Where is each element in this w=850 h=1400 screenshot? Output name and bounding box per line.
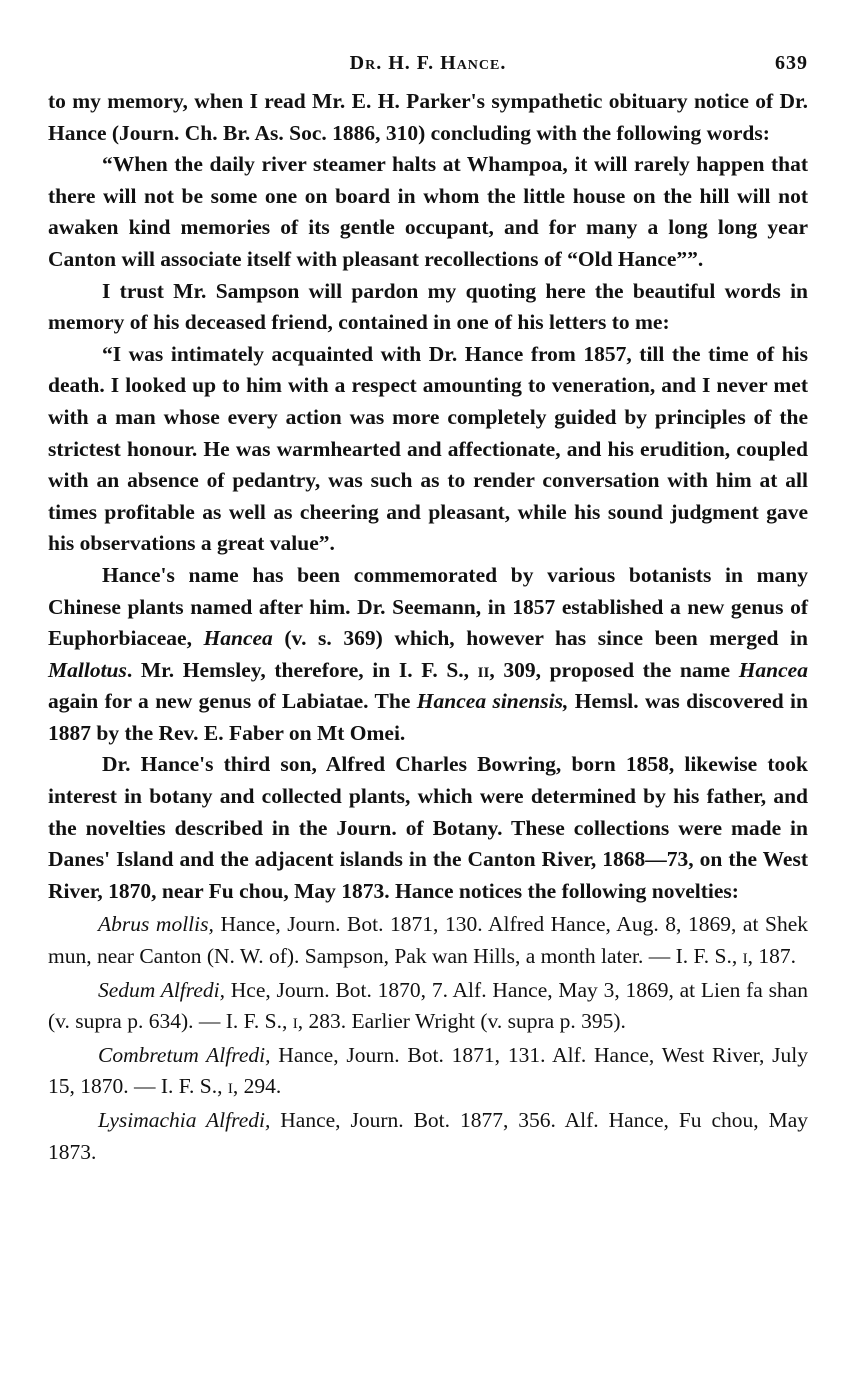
species-entry xyxy=(48,1040,808,1103)
species-entry xyxy=(48,909,808,972)
paragraph-commemoration xyxy=(48,560,808,750)
entry-text: Hance, Journ. Bot. 1871, 130. Alfred Hance, Aug. 8, 1869, at Shek mun, near Canton (N. W. of). Sampson, Pak wan Hills, a month later. — I. F. S., xyxy=(48,912,808,969)
body-text xyxy=(48,86,808,1168)
genus-name: Hancea xyxy=(203,626,273,651)
species-name: Hancea sinensis, xyxy=(416,689,569,714)
text-run: Hance's name has been commemorated by various botanists in many Chinese plants named after him. Dr. Seemann, in 1857 established a new genus of Euphorbiaceae, xyxy=(48,562,808,651)
paragraph-third-son: Dr. Hance's third son, Alfred Charles Bowring, born 1858, likewise took interest in botany and collected plants, which were determined by his father, and the novelties described in the Journ. of Botany. These collections were made in Danes' Island and the adjacent islands in the Canton River, 1868—73, on the West River, 1870, near Fu chou, May 1873. Hance notices the following novelties: xyxy=(48,752,808,903)
volume-numeral: ii xyxy=(477,657,490,682)
running-title: Dr. H. F. Hance. xyxy=(349,52,507,74)
text-run: again for a new genus of Labiatae. The xyxy=(48,689,417,714)
entry-text: Hance, Journ. Bot. 1877, 356. Alf. Hance, Fu chou, May 1873. xyxy=(48,1108,808,1164)
species-name: Sedum Alfredi, xyxy=(98,977,225,1002)
volume-numeral: i xyxy=(742,944,748,969)
document-page xyxy=(48,52,808,1168)
page-number: 639 xyxy=(775,52,808,74)
entry-text: Hance, Journ. Bot. 1871, 131. Alf. Hance, West River, July 15, 1870. — I. F. S., xyxy=(48,1042,808,1099)
genus-name: Mallotus xyxy=(48,657,127,682)
paragraph-sampson-intro: I trust Mr. Sampson will pardon my quoting here the beautiful words in memory of his deceased friend, contained in one of his letters to me: xyxy=(48,278,808,335)
page-header xyxy=(48,52,808,86)
text-run: . Mr. Hemsley, therefore, in I. F. S., xyxy=(126,657,478,682)
paragraph-continuation: to my memory, when I read Mr. E. H. Parker's sympathetic obituary notice of Dr. Hance (Journ. Ch. Br. As. Soc. 1886, 310) concluding with the following words: xyxy=(48,89,808,145)
species-name: Lysimachia Alfredi, xyxy=(98,1108,271,1132)
paragraph-parker-quote: “When the daily river steamer halts at Whampoa, it will rarely happen that there will not be some one on board in whom the little house on the hill will not awaken kind memories of its gentle occupant, and for many a long long year Canton will associate itself with pleasant recollections of “Old Hance””. xyxy=(48,152,808,271)
entry-text: , 283. Earlier Wright (v. supra p. 395). xyxy=(297,1009,626,1034)
species-entry xyxy=(48,975,808,1038)
paragraph-sampson-quote: “I was intimately acquainted with Dr. Hance from 1857, till the time of his death. I looked up to him with a respect amounting to veneration, and I never met with a man whose every action was more completely guided by principles of the strictest honour. He was warmhearted and affectionate, and his erudition, coupled with an absence of pedantry, was such as to render conversation with him at all times profitable as well as cheering and pleasant, while his sound judgment gave his observations a great value”. xyxy=(48,341,808,556)
entry-text: , 294. xyxy=(232,1074,282,1099)
text-run: Hemsl. was discovered in 1887 by the Rev. E. Faber on Mt Omei. xyxy=(48,689,808,745)
entry-text: , 187. xyxy=(747,944,796,969)
species-name: Combretum Alfredi, xyxy=(98,1042,271,1067)
volume-numeral: i xyxy=(227,1074,233,1099)
volume-numeral: i xyxy=(292,1009,298,1034)
species-name: Abrus mollis, xyxy=(98,912,214,937)
genus-name: Hancea xyxy=(738,657,808,682)
species-entry xyxy=(48,1105,808,1168)
entry-text: Hce, Journ. Bot. 1870, 7. Alf. Hance, May 3, 1869, at Lien fa shan (v. supra p. 634). — I. F. S., xyxy=(48,977,808,1034)
text-run: , 309, proposed the name xyxy=(489,657,739,682)
text-run: (v. s. 369) which, however has since been merged in xyxy=(272,626,808,651)
